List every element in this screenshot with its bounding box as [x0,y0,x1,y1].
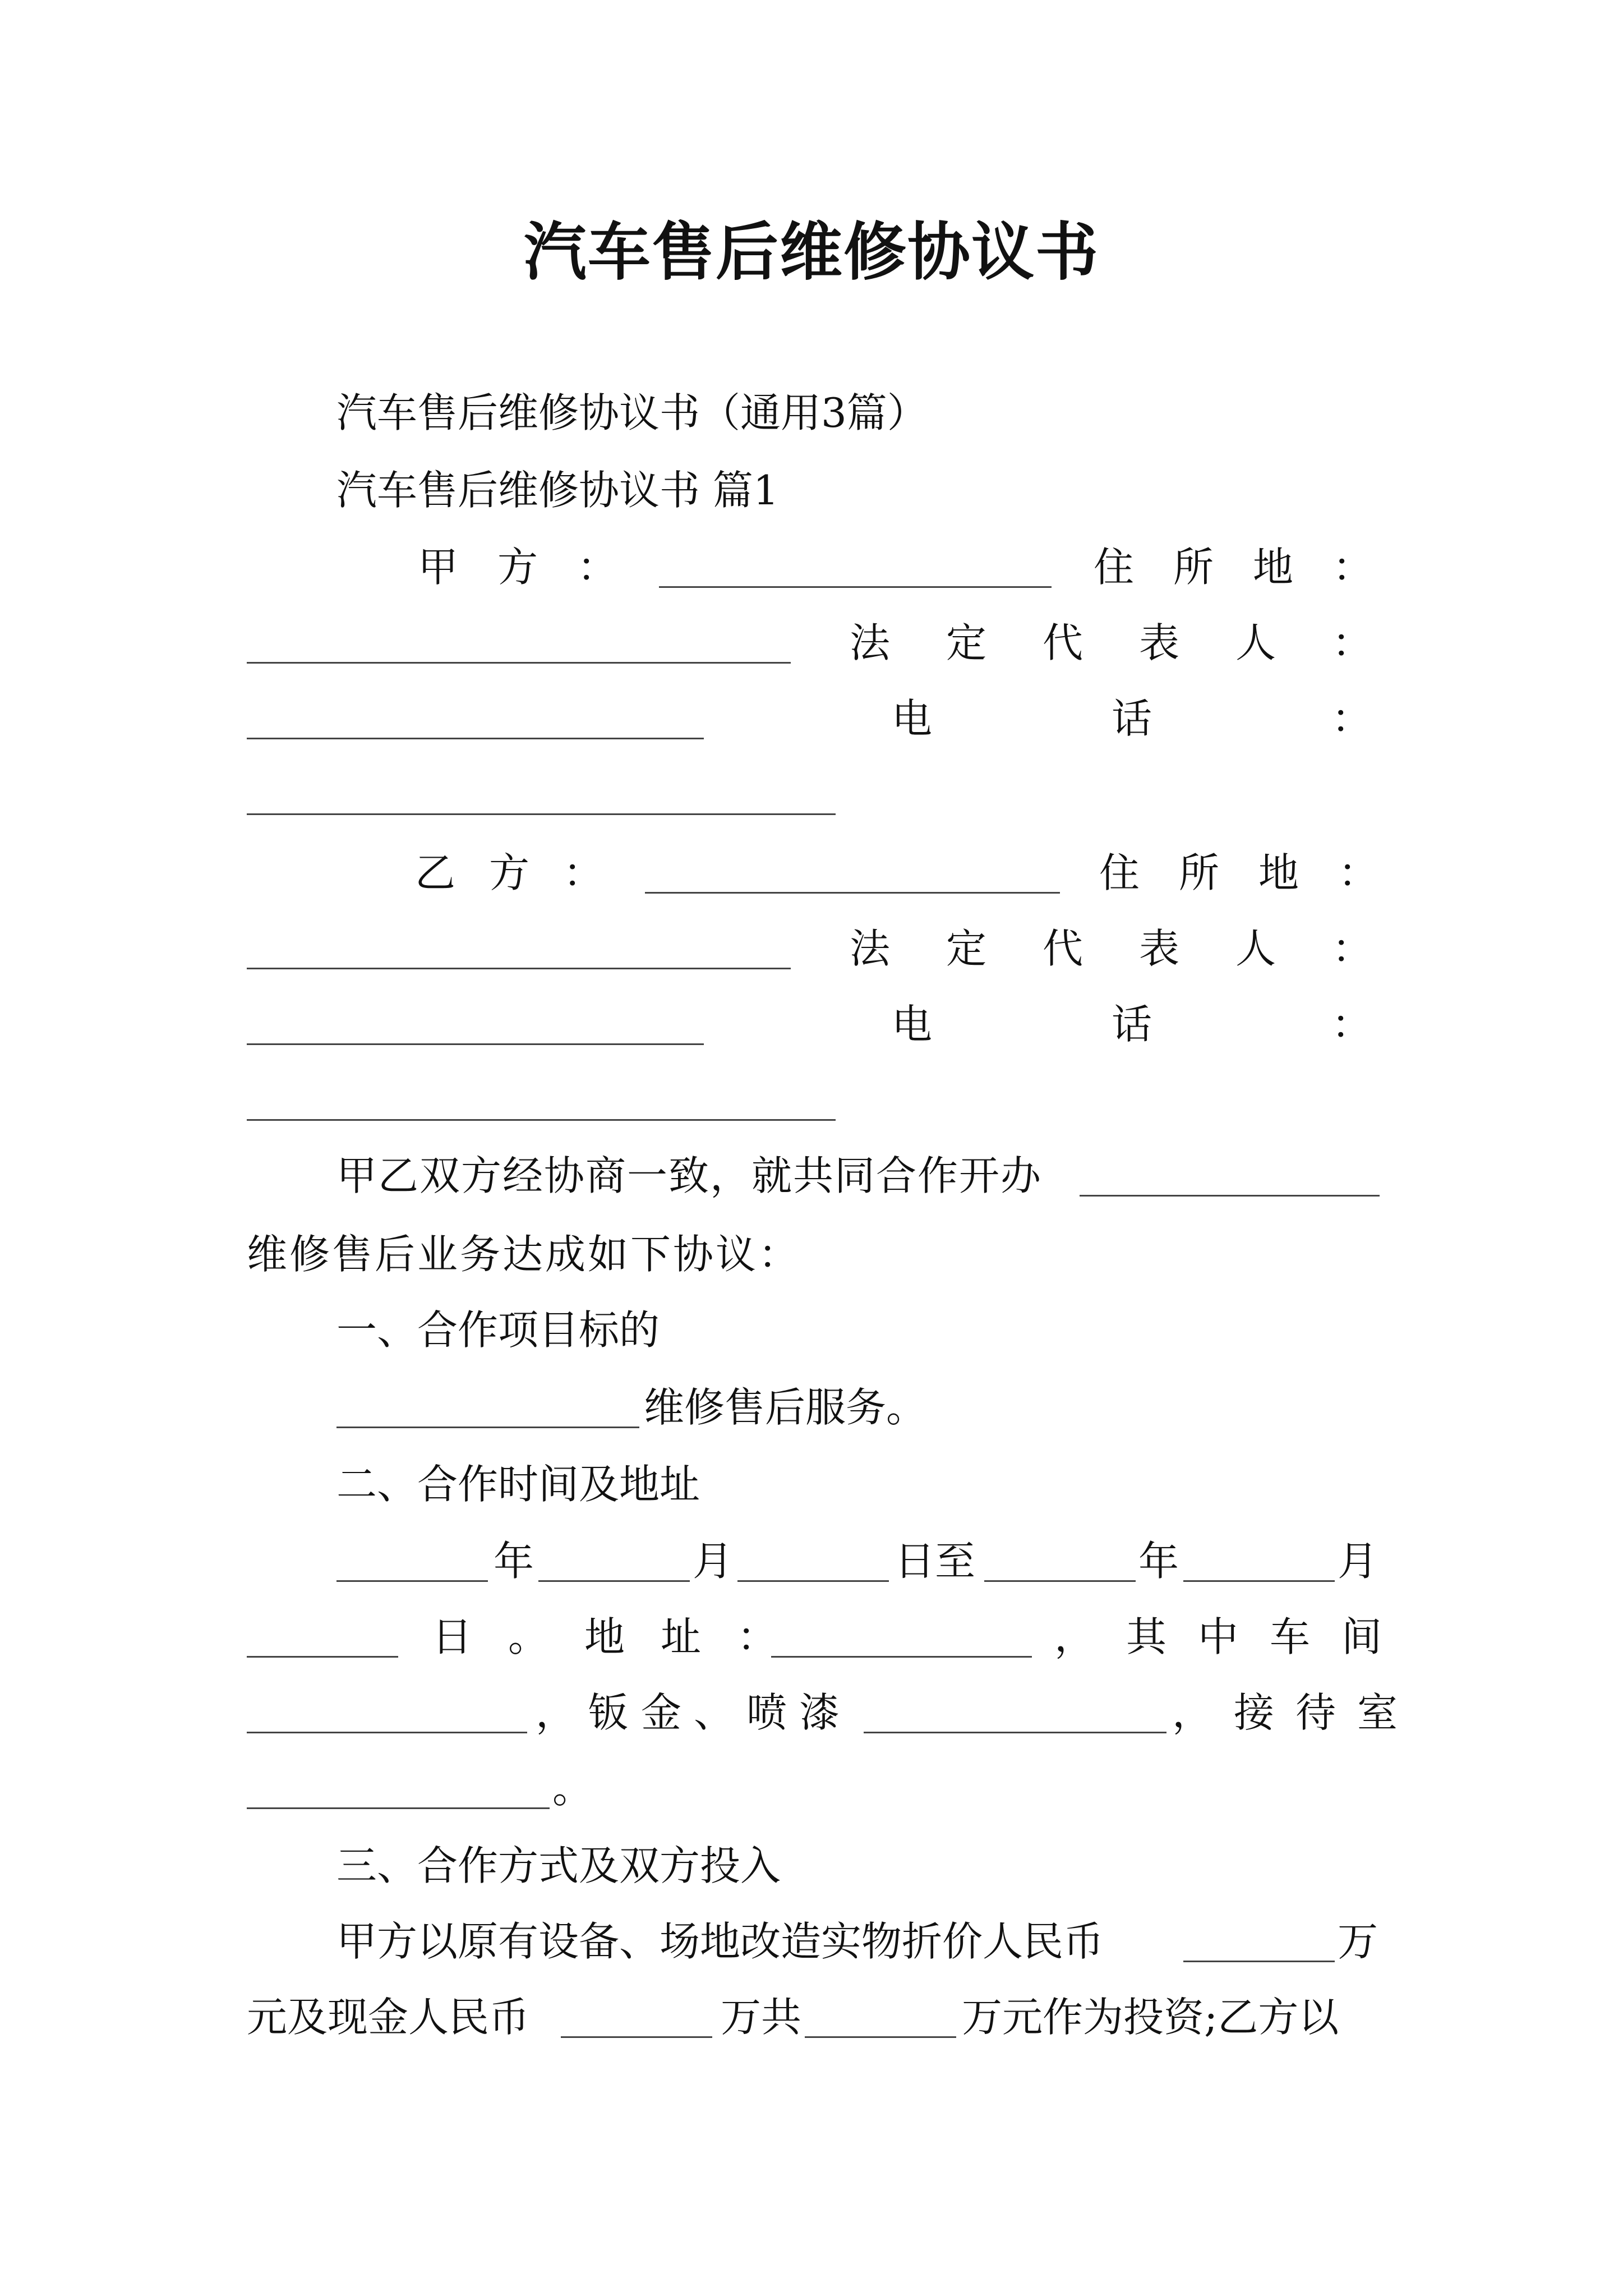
address-blank[interactable] [771,1656,1032,1658]
reception-blank[interactable] [247,1807,550,1809]
section-heading: 汽车售后维修协议书 篇1 [336,467,779,514]
party-b-phone-label: 电话： [892,1001,1552,1048]
investment-text-2a: 元及现金人民币 [247,1994,530,2041]
end-year-blank[interactable] [984,1580,1136,1582]
party-a-name-blank[interactable] [659,586,1052,588]
cash-value-blank[interactable] [561,2036,712,2038]
workshop-label: ，其中车间 [1054,1613,1414,1660]
party-b-address-blank[interactable] [247,968,791,969]
party-a-label: 甲方： [418,544,657,591]
party-b-phone-blank[interactable] [247,1119,836,1121]
party-b-address-label: 住所地： [1099,849,1418,896]
investment-text-2b: 万共 [721,1994,802,2041]
business-name-blank[interactable] [1080,1195,1380,1197]
start-year-blank[interactable] [336,1580,488,1582]
sheet-metal-blank[interactable] [864,1732,1166,1733]
party-b-name-blank[interactable] [645,892,1060,894]
party-b-rep-blank[interactable] [247,1043,704,1045]
intro-line-2: 维修售后业务达成如下协议： [247,1231,801,1278]
address-label: 日。地址： [432,1613,814,1660]
end-month-label: 月 [1338,1538,1378,1585]
page-title: 汽车售后维修协议书 [524,215,1099,289]
reception-period: 。 [552,1765,593,1812]
wan-label: 万 [1338,1918,1378,1965]
sheet-metal-label: ，钣金、喷漆 [536,1689,852,1736]
clause-2-heading: 二、合作时间及地址 [336,1461,700,1508]
party-b-label: 乙方： [415,849,638,896]
party-a-phone-blank[interactable] [247,813,836,815]
start-day-label: 日至 [895,1538,976,1585]
party-a-address-label: 住所地： [1094,544,1413,591]
clause-3-heading: 三、合作方式及双方投入 [336,1842,781,1889]
party-b-rep-label: 法定代表人： [850,925,1429,972]
total-value-blank[interactable] [805,2036,956,2038]
end-month-blank[interactable] [1183,1580,1335,1582]
service-blank[interactable] [336,1427,639,1428]
workshop-blank[interactable] [247,1732,527,1733]
party-a-phone-label: 电话： [892,695,1552,742]
party-a-rep-blank[interactable] [247,738,704,739]
start-day-blank[interactable] [737,1580,889,1582]
party-a-rep-label: 法定代表人： [850,619,1429,666]
start-month-blank[interactable] [538,1580,690,1582]
investment-text-1: 甲方以原有设备、场地改造实物折价人民币 [336,1918,1104,1965]
start-year-label: 年 [494,1538,534,1585]
intro-line-1: 甲乙双方经协商一致，就共同合作开办 [336,1152,1043,1199]
party-a-address-blank[interactable] [247,662,791,664]
investment-text-2c: 万元作为投资;乙方以 [962,1994,1339,2041]
clause-1-body: 维修售后服务。 [644,1384,927,1431]
equipment-value-blank[interactable] [1183,1961,1335,1962]
end-year-label: 年 [1138,1538,1179,1585]
reception-label: ，接待室 [1172,1689,1419,1736]
clause-1-heading: 一、合作项目标的 [336,1306,660,1354]
start-month-label: 月 [693,1538,734,1585]
end-day-blank[interactable] [247,1656,398,1658]
document-subtitle: 汽车售后维修协议书（通用3篇） [336,389,928,436]
